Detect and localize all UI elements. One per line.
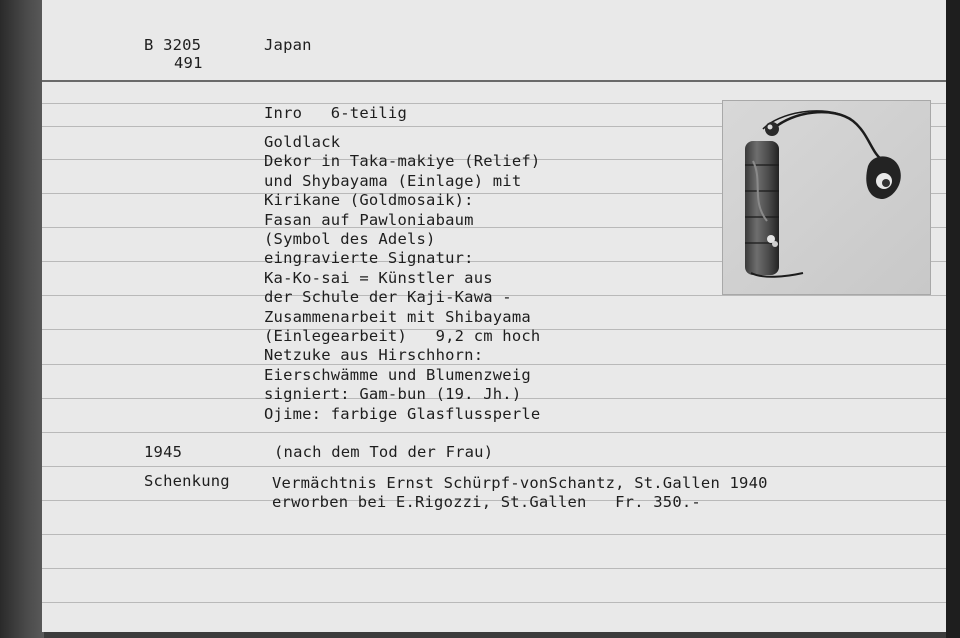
card-background-left (0, 0, 44, 638)
header-rule (42, 80, 946, 82)
description-line: (Symbol des Adels) (264, 230, 436, 248)
description-line: Kirikane (Goldmosaik): (264, 191, 474, 210)
inro-photo (722, 100, 931, 295)
history-year: 1945 (144, 443, 183, 461)
ruled-line (42, 432, 946, 433)
description-line: Fasan auf Pawloniabaum (264, 210, 474, 229)
card-background-right (946, 0, 960, 638)
description-line: Eierschwämme und Blumenzweig (264, 365, 531, 384)
country: Japan (264, 36, 312, 54)
description-line: Dekor in Taka-makiye (Relief) (264, 152, 541, 171)
acquisition-type: Schenkung (144, 472, 230, 490)
description-line: Netzuke aus Hirschhorn: (264, 346, 484, 365)
description-line: der Schule der Kaji-Kawa - (264, 288, 512, 307)
ruled-line (42, 568, 946, 569)
description-line: (Einlegearbeit) 9,2 cm hoch (264, 327, 541, 345)
inro-photo-icon (723, 101, 930, 294)
catalog-card (42, 0, 946, 632)
ruled-line (42, 602, 946, 603)
sub-number: 491 (174, 54, 203, 72)
description-line: Ojime: farbige Glasflussperle (264, 404, 541, 423)
description-line: Goldlack (264, 133, 341, 151)
inventory-number: B 3205 (144, 36, 202, 54)
description-line: signiert: Gam-bun (19. Jh.) (264, 385, 522, 404)
description-line: und Shybayama (Einlage) mit (264, 171, 522, 190)
ruled-line (42, 534, 946, 535)
object-title: Inro 6-teilig (264, 104, 407, 122)
ruled-line (42, 466, 946, 467)
description-line: eingravierte Signatur: (264, 249, 474, 268)
history-note: (nach dem Tod der Frau) (274, 443, 494, 461)
acquisition-line-1: Vermächtnis Ernst Schürpf-vonSchantz, St.Gallen 1940 (272, 474, 768, 492)
description-line: Ka-Ko-sai = Künstler aus (264, 268, 493, 287)
description-line: Zusammenarbeit mit Shibayama (264, 307, 531, 326)
acquisition-line-2: erworben bei E.Rigozzi, St.Gallen Fr. 350.- (272, 493, 701, 511)
